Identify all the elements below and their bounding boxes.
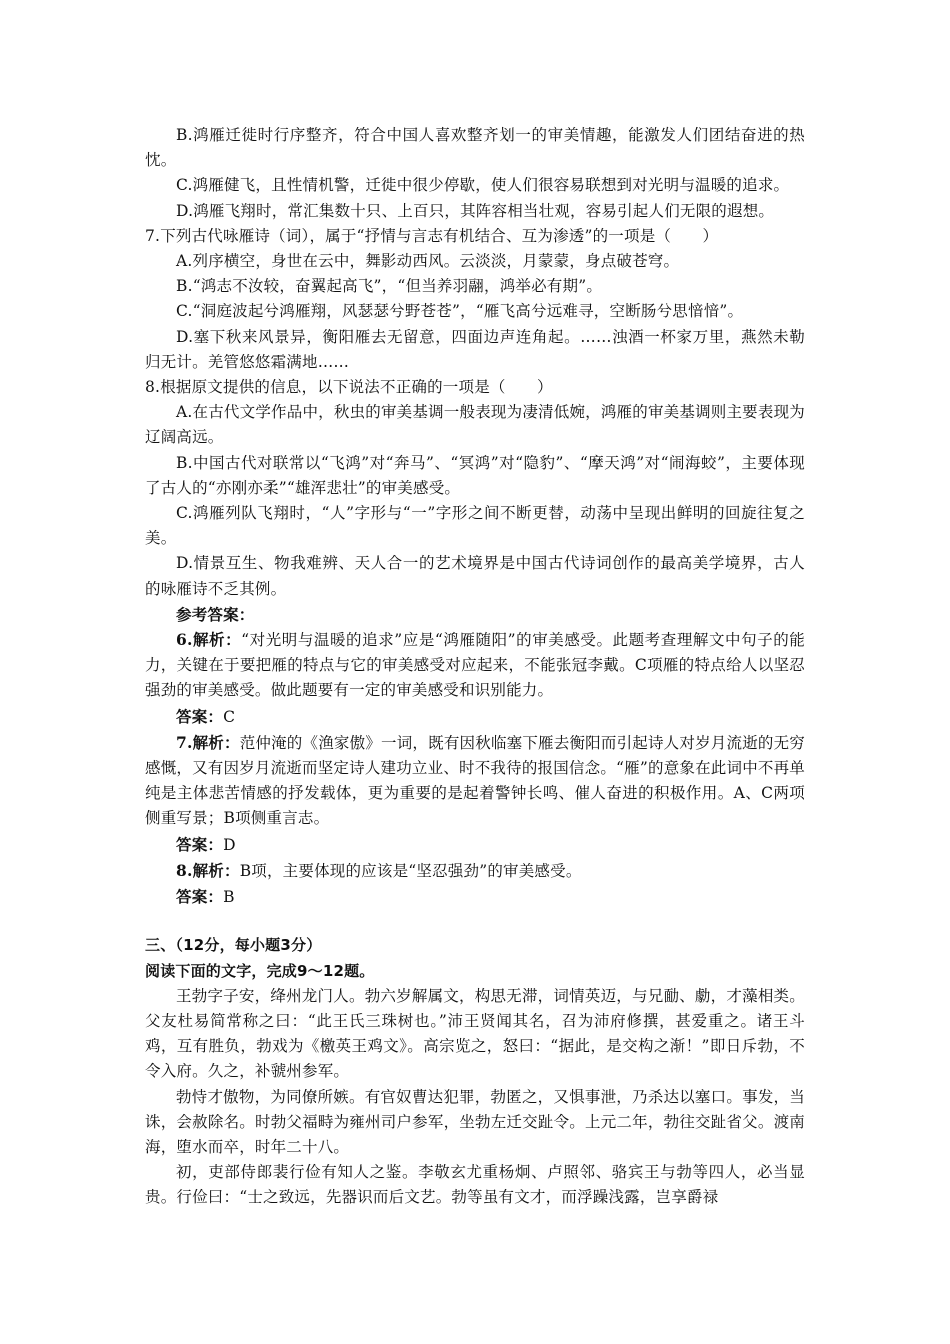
answer-8-key-label: 答案：	[176, 887, 224, 907]
q7-option-a: A.列序横空，身世在云中，舞影动西风。云淡淡，月蒙蒙，身点破苍穹。	[176, 252, 680, 271]
q8-option-d: D.情景互生、物我难辨、天人合一的艺术境界是中国古代诗词创作的最高美学境界，古人的咏雁诗不乏其例。	[145, 554, 805, 598]
document-body	[145, 123, 805, 1211]
section-3-title: 三、（12分，每小题3分）	[145, 936, 322, 955]
passage-paragraph-2: 勃恃才傲物，为同僚所嫉。有官奴曹达犯罪，勃匿之，又惧事泄，乃杀达以塞口。事发，当诛，会赦除名。时勃父福畤为雍州司户参军，坐勃左迁交趾令。上元二年，勃往交趾省父。渡南海，堕水而卒，时年二十八。	[145, 1087, 805, 1156]
answer-7-text: 范仲淹的《渔家傲》一词，既有因秋临塞下雁去衡阳而引起诗人对岁月流逝的无穷感慨，又有因岁月流逝而坚定诗人建功立业、时不我待的报国信念。“雁”的意象在此词中不再单纯是主体悲苦情感的抒发载体，更为重要的是起着警钟长鸣、催人奋进的积极作用。A、C两项侧重写景；B项侧重言志。	[145, 733, 806, 828]
answer-8-key	[145, 884, 805, 910]
q6-option-c: C.鸿雁健飞，且性情机警，迁徙中很少停歇，使人们很容易联想到对光明与温暖的追求。	[176, 176, 790, 195]
answer-7-key	[145, 832, 805, 858]
q8-stem: 8.根据原文提供的信息，以下说法不正确的一项是（ ）	[145, 378, 553, 397]
q7-option-d: D.塞下秋来风景异，衡阳雁去无留意，四面边声连角起。……浊酒一杯家万里，燕然未勒归无计。羌管悠悠霜满地……	[145, 327, 805, 371]
q8-option-b: B.中国古代对联常以“飞鸿”对“奔马”、“冥鸿”对“隐豹”、“摩天鸿”对“闹海蛟”，主要体现了古人的“亦刚亦柔”“雄浑悲壮”的审美感受。	[145, 453, 805, 497]
answer-6-label: 6.解析：	[176, 630, 242, 650]
passage-paragraph-3: 初，吏部侍郎裴行俭有知人之鉴。李敬玄尤重杨炯、卢照邻、骆宾王与勃等四人，必当显贵。行俭曰：“士之致远，先器识而后文艺。勃等虽有文才，而浮躁浅露，岂享爵禄	[145, 1163, 805, 1207]
q6-option-b: B.鸿雁迁徙时行序整齐，符合中国人喜欢整齐划一的审美情趣，能激发人们团结奋进的热忱。	[145, 126, 805, 170]
answer-6-key-label: 答案：	[176, 706, 224, 726]
q7-option-c: C.“洞庭波起兮鸿雁翔，风瑟瑟兮野苍苍”，“雁飞高兮远难寻，空断肠兮思愔愔”。	[176, 302, 744, 321]
answer-8-explanation	[145, 858, 805, 884]
section-3-instruction: 阅读下面的文字，完成9～12题。	[145, 961, 375, 980]
answer-7-key-label: 答案：	[176, 834, 224, 854]
answer-6-explanation	[145, 627, 805, 704]
answer-6-key	[145, 704, 805, 730]
answer-7-explanation	[145, 730, 805, 832]
q8-option-c: C.鸿雁列队飞翔时，“人”字形与“一”字形之间不断更替，动荡中呈现出鲜明的回旋往复之美。	[145, 504, 805, 548]
answer-7-key-value: D	[223, 835, 236, 854]
answer-6-text: “对光明与温暖的追求”应是“鸿雁随阳”的审美感受。此题考查理解文中句子的能力，关键在于要把雁的特点与它的审美感受对应起来，不能张冠李戴。C项雁的特点给人以坚忍强劲的审美感受。做此题要有一定的审美感受和识别能力。	[145, 631, 805, 700]
answers-heading: 参考答案：	[176, 604, 255, 624]
q7-stem: 7.下列古代咏雁诗（词），属于“抒情与言志有机结合、互为渗透”的一项是（ ）	[145, 226, 719, 245]
answer-8-label: 8.解析：	[176, 860, 240, 880]
answer-7-label: 7.解析：	[176, 732, 240, 752]
q7-option-b: B.“鸿志不汝较，奋翼起高飞”，“但当养羽翮，鸿举必有期”。	[176, 277, 603, 296]
answer-6-key-value: C	[223, 707, 236, 726]
q6-option-d: D.鸿雁飞翔时，常汇集数十只、上百只，其阵容相当壮观，容易引起人们无限的遐想。	[176, 201, 775, 220]
section-gap	[145, 910, 805, 933]
q8-option-a: A.在古代文学作品中，秋虫的审美基调一般表现为凄清低婉，鸿雁的审美基调则主要表现为辽阔高远。	[145, 403, 805, 447]
answer-8-key-value: B	[223, 888, 235, 907]
answer-8-text: B项，主要体现的应该是“坚忍强劲”的审美感受。	[239, 861, 582, 880]
passage-paragraph-1: 王勃字子安，绛州龙门人。勃六岁解属文，构思无滞，词情英迈，与兄勔、勮，才藻相类。父友杜易简常称之曰：“此王氏三珠树也。”沛王贤闻其名，召为沛府修撰，甚爱重之。诸王斗鸡，互有胜负，勃戏为《檄英王鸡文》。高宗览之，怒曰：“据此，是交构之渐！”即日斥勃，不令入府。久之，补虢州参军。	[145, 986, 805, 1081]
